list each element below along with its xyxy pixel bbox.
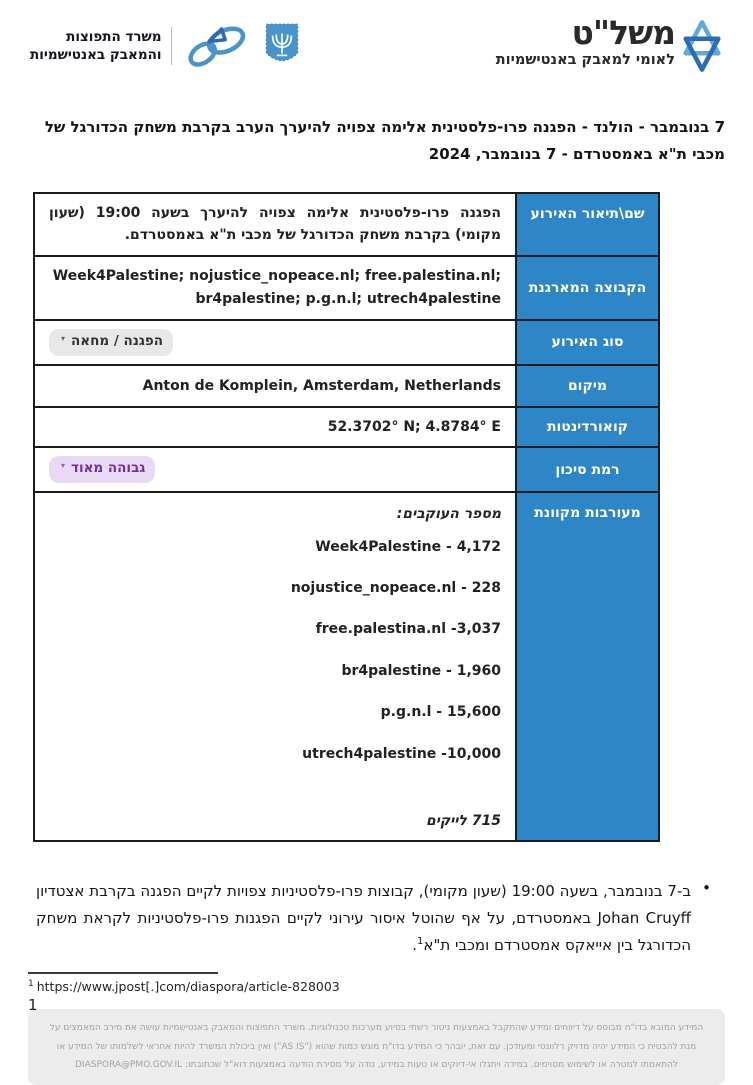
organizing-group-value: Week4Palestine; nojustice_nopeace.nl; free.palestina.nl; br4palestine; p.g.n.l; utrech4palestine [52, 268, 501, 307]
page-number: 1 [28, 996, 38, 1014]
follower-count: utrech4palestine -10,000 [302, 745, 501, 762]
footnote-marker: 1 [28, 979, 34, 990]
risk-level-cell [35, 448, 515, 491]
chevron-down-icon: ▾ [61, 461, 66, 471]
mishlat-subtitle: לאומי למאבק באנטישמיות [495, 51, 675, 68]
table-row-risk-level [35, 448, 658, 493]
page-title [28, 114, 725, 168]
location-value: Anton de Komplein, Amsterdam, Netherlands [142, 377, 501, 394]
summary-bullet [28, 878, 725, 959]
disclaimer-box [28, 1009, 725, 1084]
row-label: סוג האירוע [515, 321, 658, 364]
followers-intro: מספר העוקבים: [396, 506, 501, 523]
online-engagement-cell [35, 493, 515, 840]
page-title-line2: מכבי ת"א באמסטרדם - 7 בנובמבר, 2024 [428, 145, 725, 163]
ministry-name [30, 28, 162, 64]
table-row-online-engagement [35, 493, 658, 840]
chevron-down-icon: ▾ [61, 333, 66, 343]
bullet-icon: • [702, 879, 711, 898]
row-label: קואורדינטות [515, 408, 658, 446]
event-info-table [33, 192, 660, 842]
event-type-chip[interactable]: הפגנה / מחאה▾ [49, 329, 173, 356]
likes-count: 715 לייקים [425, 812, 501, 829]
disclaimer-text: המידע המובא בדו"ח מבוסס על דיווחים ומידע שהתקבל באמצעות ניטור רשתי בסיוע מערכות טכנולוגיות. משרד התפוצות והמאבק באנטישמיות עושה את מירב המאמצים על מנת להבטיח כי המידע יהיה מדויק רלוונטי ומעודכן. עם זאת, יובהר כי המידע בדו"ח מוגש כמות שהוא ("AS IS") ואין ביכולת המשרד להיות אחראי לשלמותו של המידע או להתאמתו למטרה או לשימוש מסוימים. במידה ויתגלו אי-דיוקים או טעות במידע, נודה על מסירת הודעה באמצעות דוא"ל שכתובתו: DIASPORA@PMO.GOV.IL [49, 1023, 704, 1071]
footnote-reference: 1 [417, 936, 424, 948]
star-of-david-icon [673, 16, 731, 76]
event-type-cell [35, 321, 515, 364]
summary-text: ב-7 בנובמבר, בשעה 19:00 (שעון מקומי), קבוצות פרו-פלסטיניות צפויות לקיים הפגנה בקרבת אצטדיון Johan Cruyff באמסטרדם, על אף שהוטל איסור עירוני לקיים הפגנות פרו-פלסטיניות לקראת משחק הכדורגל בין אייאקס אמסטרדם ומכבי ת"א$^1$. [36, 882, 692, 955]
event-description-value: הפגנה פרו-פלסטינית אלימה צפויה להיערך בשעה 19:00 (שעון מקומי) בקרבת משחק הכדורגל של מכבי ת"א באמסטרדם. [49, 205, 502, 244]
mishlat-logo [495, 13, 725, 68]
footnote-divider [28, 972, 218, 974]
ministry-ribbon-icon [181, 20, 255, 72]
ministry-name-line2: והמאבק באנטישמיות [30, 47, 162, 63]
coordinates-value: 52.3702° N; 4.8784° E [327, 418, 501, 435]
table-row-organizing-group [35, 257, 658, 321]
footnote [28, 979, 725, 994]
row-label: מיקום [515, 366, 658, 406]
follower-count: p.g.n.l - 15,600 [380, 704, 501, 721]
row-label: הקבוצה המארגנת [515, 257, 658, 319]
mishlat-title: משל"ט [571, 13, 675, 52]
risk-level-chip[interactable]: גבוהה מאוד▾ [49, 456, 155, 483]
israel-emblem-icon [264, 22, 300, 70]
follower-count: Week4Palestine - 4,172 [315, 538, 501, 555]
row-label: רמת סיכון [515, 448, 658, 491]
ministry-name-line1: משרד התפוצות [66, 28, 162, 45]
table-row-event-description [35, 194, 658, 257]
header [28, 14, 725, 72]
follower-count: free.palestina.nl -3,037 [315, 621, 501, 638]
follower-count: br4palestine - 1,960 [341, 662, 501, 679]
ministry-logo [30, 20, 300, 72]
table-row-event-type [35, 321, 658, 366]
page-title-line1: 7 בנובמבר - הולנד - הפגנה פרו-פלסטינית אלימה צפויה להיערך הערב בקרבת משחק הכדורגל של [44, 118, 725, 136]
table-row-coordinates [35, 408, 658, 448]
follower-count: nojustice_nopeace.nl - 228 [290, 579, 501, 596]
table-row-location [35, 366, 658, 408]
row-label: מעורבות מקוונת [515, 493, 658, 840]
row-label: שם\תיאור האירוע [515, 194, 658, 255]
footnote-url: https://www.jpost[.]com/diaspora/article-828003 [36, 979, 340, 995]
logo-divider [171, 27, 172, 65]
